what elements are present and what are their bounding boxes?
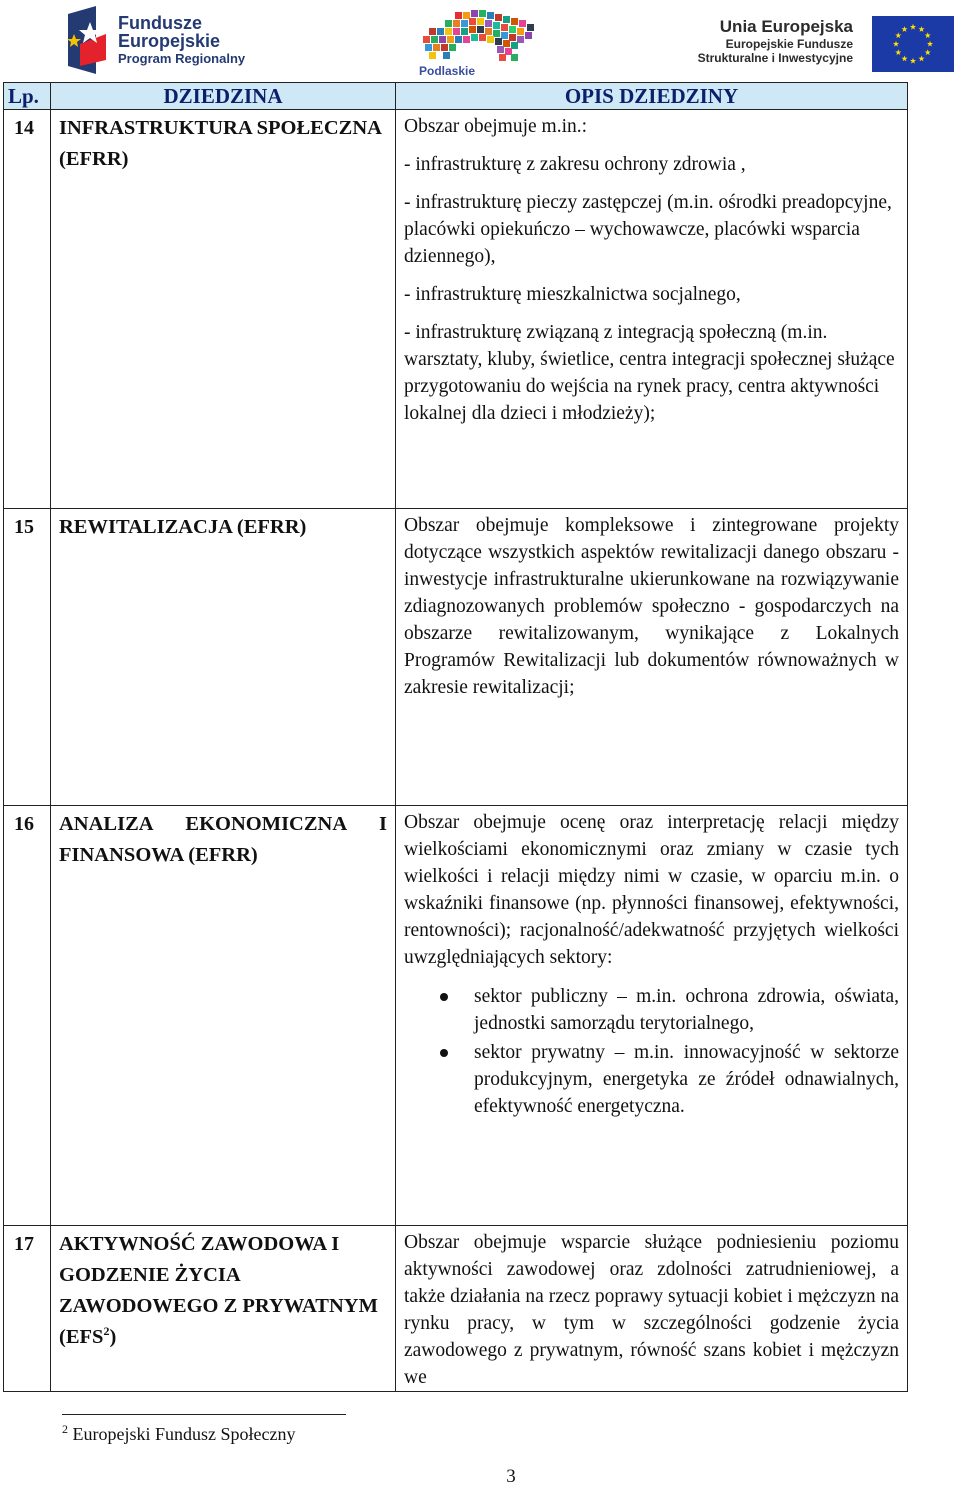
domain-table bbox=[3, 82, 908, 1392]
domain-close: ) bbox=[109, 1326, 117, 1348]
bison-mosaic-icon bbox=[415, 8, 543, 64]
row-domain bbox=[51, 1226, 396, 1392]
eu-logo-line3: Strukturalne i Inwestycyjne bbox=[697, 51, 853, 65]
domain-text: AKTYWNOŚĆ ZAWODOWA I GODZENIE ŻYCIA ZAWODOWEGO Z PRYWATNYM (EFS bbox=[59, 1233, 378, 1348]
eu-logo-line2: Europejskie Fundusze bbox=[725, 37, 853, 51]
list-item: sektor prywatny – m.in. innowacyjność w sektorze produkcyjnym, energetyka ze źródeł odnawialnych, efektywność energetyczna. bbox=[404, 1039, 899, 1120]
footnote-separator bbox=[62, 1414, 346, 1415]
row-domain: REWITALIZACJA (EFRR) bbox=[51, 509, 396, 806]
footnote bbox=[62, 1424, 295, 1445]
table-row bbox=[4, 110, 908, 509]
table-header-row bbox=[4, 83, 908, 110]
eu-logo-line1: Unia Europejska bbox=[719, 17, 853, 36]
footnote-text: Europejski Fundusz Społeczny bbox=[68, 1424, 296, 1444]
header-dziedzina: DZIEDZINA bbox=[51, 83, 396, 110]
eu-flag-icon bbox=[872, 16, 954, 72]
row-description bbox=[396, 509, 908, 806]
fundusze-emblem-icon bbox=[66, 4, 108, 76]
row-description bbox=[396, 1226, 908, 1392]
description-item: - infrastrukturę mieszkalnictwa socjalnego, bbox=[404, 284, 741, 305]
podlaskie-label: Podlaskie bbox=[419, 64, 476, 78]
row-domain: ANALIZA EKONOMICZNA I FINANSOWA (EFRR) bbox=[51, 806, 396, 1226]
description-text: Obszar obejmuje ocenę oraz interpretację relacji między wielkościami ekonomicznymi oraz zmiany w czasie tych wielkości i relacji między nimi w czasie, w oparciu m.in. o wskaźniki finansowe (np. płynności finansowej, efektywności, rentowności); racjonalność/adekwatność przyjętych wielkości uwzględniających sektory: bbox=[404, 812, 899, 968]
unia-europejska-logo bbox=[697, 14, 955, 76]
header-lp: Lp. bbox=[4, 83, 51, 110]
row-number: 17 bbox=[4, 1226, 51, 1392]
description-text: Obszar obejmuje wsparcie służące podniesieniu poziomu aktywności zawodowej oraz zdolności zatrudnieniowej, a także działania na rzecz poprawy sytuacji kobiet i mężczyzn na rynku pracy, w tym w szczególności godzenie życia zawodowego z prywatnym, równość szans kobiet i mężczyzn we bbox=[404, 1232, 899, 1388]
row-number: 16 bbox=[4, 806, 51, 1226]
fundusze-europejskie-logo bbox=[66, 4, 256, 78]
row-description bbox=[396, 806, 908, 1226]
table-row bbox=[4, 509, 908, 806]
description-item: - infrastrukturę pieczy zastępczej (m.in. ośrodki preadopcyjne, placówki opiekuńczo – wychowawcze, placówki wsparcia dziennego), bbox=[404, 192, 892, 267]
fe-logo-line2: Europejskie bbox=[118, 31, 221, 51]
description-item: - infrastrukturę związaną z integracją społeczną (m.in. warsztaty, kluby, świetlice, centra integracji społecznej służące przygotowaniu do wejścia na rynek pracy, centra aktywności lokalnej dla dzieci i młodzieży); bbox=[404, 322, 895, 424]
description-text: Obszar obejmuje kompleksowe i zintegrowane projekty dotyczące wszystkich aspektów rewitalizacji danego obszaru - inwestycje infrastrukturalne ukierunkowane na rozwiązywanie zdiagnozowanych problemów społeczno - gospodarczych na obszarze rewitalizowanym, wynikające z Lokalnych Programów Rewitalizacji lub dokumentów równoważnych w zakresie rewitalizacji; bbox=[404, 515, 899, 698]
sector-list bbox=[404, 983, 899, 1120]
fe-logo-line3: Program Regionalny bbox=[118, 51, 246, 66]
header-opis: OPIS DZIEDZINY bbox=[396, 83, 908, 110]
row-domain: INFRASTRUKTURA SPOŁECZNA (EFRR) bbox=[51, 110, 396, 509]
row-number: 14 bbox=[4, 110, 51, 509]
table-row bbox=[4, 806, 908, 1226]
row-number: 15 bbox=[4, 509, 51, 806]
description-intro: Obszar obejmuje m.in.: bbox=[404, 116, 588, 137]
description-item: - infrastrukturę z zakresu ochrony zdrowia , bbox=[404, 154, 746, 175]
podlaskie-logo bbox=[415, 8, 543, 80]
row-description bbox=[396, 110, 908, 509]
footnote-marker: 2 bbox=[103, 1324, 110, 1339]
list-item: sektor publiczny – m.in. ochrona zdrowia, oświata, jednostki samorządu terytorialnego, bbox=[404, 983, 899, 1037]
footnote-number: 2 bbox=[62, 1422, 68, 1436]
table-row bbox=[4, 1226, 908, 1392]
page-number: 3 bbox=[506, 1466, 516, 1487]
page-header bbox=[0, 0, 960, 82]
fe-logo-line1: Fundusze bbox=[118, 13, 202, 33]
